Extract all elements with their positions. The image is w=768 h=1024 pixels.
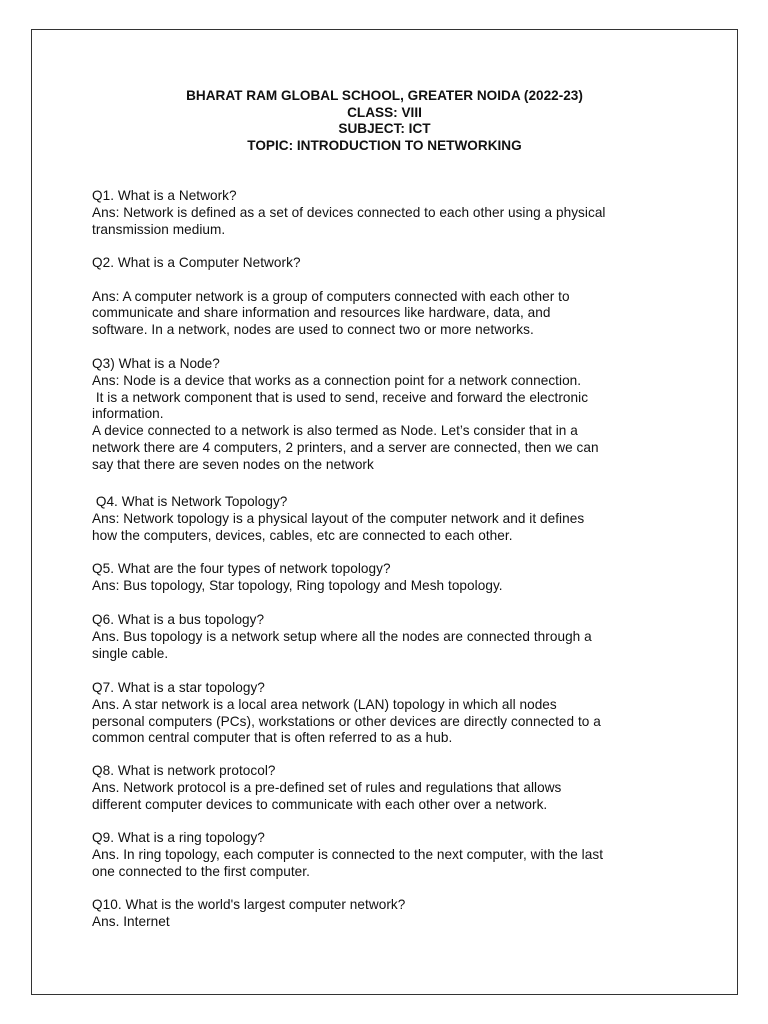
question-text: Q8. What is network protocol? (92, 763, 276, 778)
answer-line: how the computers, devices, cables, etc are connected to each other. (92, 527, 513, 543)
answer-line: Ans. Internet (92, 913, 170, 929)
answer-line: Ans. Bus topology is a network setup where all the nodes are connected through a (92, 628, 592, 644)
qa-block-q1 (92, 188, 692, 238)
question-text: Q4. What is Network Topology? (92, 494, 288, 509)
question-text: Q1. What is a Network? (92, 188, 237, 203)
answer-line: transmission medium. (92, 221, 226, 237)
answer-line: Ans: Network is defined as a set of devices connected to each other using a physical (92, 204, 606, 220)
school-title: BHARAT RAM GLOBAL SCHOOL, GREATER NOIDA (2022-23) (186, 88, 583, 103)
answer-line: communicate and share information and resources like hardware, data, and (92, 305, 551, 321)
answer-line: different computer devices to communicate with each other over a network. (92, 796, 548, 812)
answer-line: Ans: Node is a device that works as a connection point for a network connection. (92, 372, 582, 388)
qa-block-q5 (92, 561, 692, 595)
answer-line: one connected to the first computer. (92, 863, 310, 879)
qa-block-q3 (92, 356, 692, 474)
answer-line: Ans. In ring topology, each computer is connected to the next computer, with the last (92, 846, 604, 862)
answer-line: say that there are seven nodes on the network (92, 456, 374, 472)
question-text: Q10. What is the world's largest computer network? (92, 897, 406, 912)
question-text: Q5. What are the four types of network topology? (92, 561, 391, 576)
topic-line: TOPIC: INTRODUCTION TO NETWORKING (247, 137, 522, 153)
question-text: Q3) What is a Node? (92, 356, 220, 371)
document-header (31, 88, 738, 154)
qa-block-q10 (92, 897, 692, 931)
class-line: CLASS: VIII (347, 104, 422, 120)
answer-line: software. In a network, nodes are used to connect two or more networks. (92, 322, 534, 338)
question-text: Q2. What is a Computer Network? (92, 255, 301, 270)
answer-line: network there are 4 computers, 2 printers, and a server are connected, then we can (92, 439, 599, 455)
answer-line: It is a network component that is used to send, receive and forward the electronic (92, 389, 589, 405)
qa-block-q6 (92, 612, 692, 662)
answer-line: information. (92, 406, 164, 422)
qa-block-q2 (92, 255, 692, 339)
answer-line: Ans. A star network is a local area network (LAN) topology in which all nodes (92, 696, 557, 712)
answer-line: Ans: Bus topology, Star topology, Ring topology and Mesh topology. (92, 577, 503, 593)
qa-block-q7 (92, 680, 692, 747)
answer-line: Ans: Network topology is a physical layout of the computer network and it defines (92, 510, 585, 526)
answer-line: Ans: A computer network is a group of computers connected with each other to (92, 288, 570, 304)
question-text: Q6. What is a bus topology? (92, 612, 265, 627)
answer-line: common central computer that is often referred to as a hub. (92, 730, 453, 746)
answer-line: single cable. (92, 645, 169, 661)
answer-line: personal computers (PCs), workstations or other devices are directly connected to a (92, 713, 601, 729)
subject-line: SUBJECT: ICT (338, 121, 431, 136)
answer-line: A device connected to a network is also termed as Node. Let’s consider that in a (92, 423, 578, 439)
qa-block-q9 (92, 830, 692, 880)
qa-block-q4 (92, 494, 692, 544)
question-text: Q7. What is a star topology? (92, 680, 265, 695)
answer-line: Ans. Network protocol is a pre-defined set of rules and regulations that allows (92, 779, 562, 795)
qa-block-q8 (92, 763, 692, 813)
question-text: Q9. What is a ring topology? (92, 830, 265, 845)
